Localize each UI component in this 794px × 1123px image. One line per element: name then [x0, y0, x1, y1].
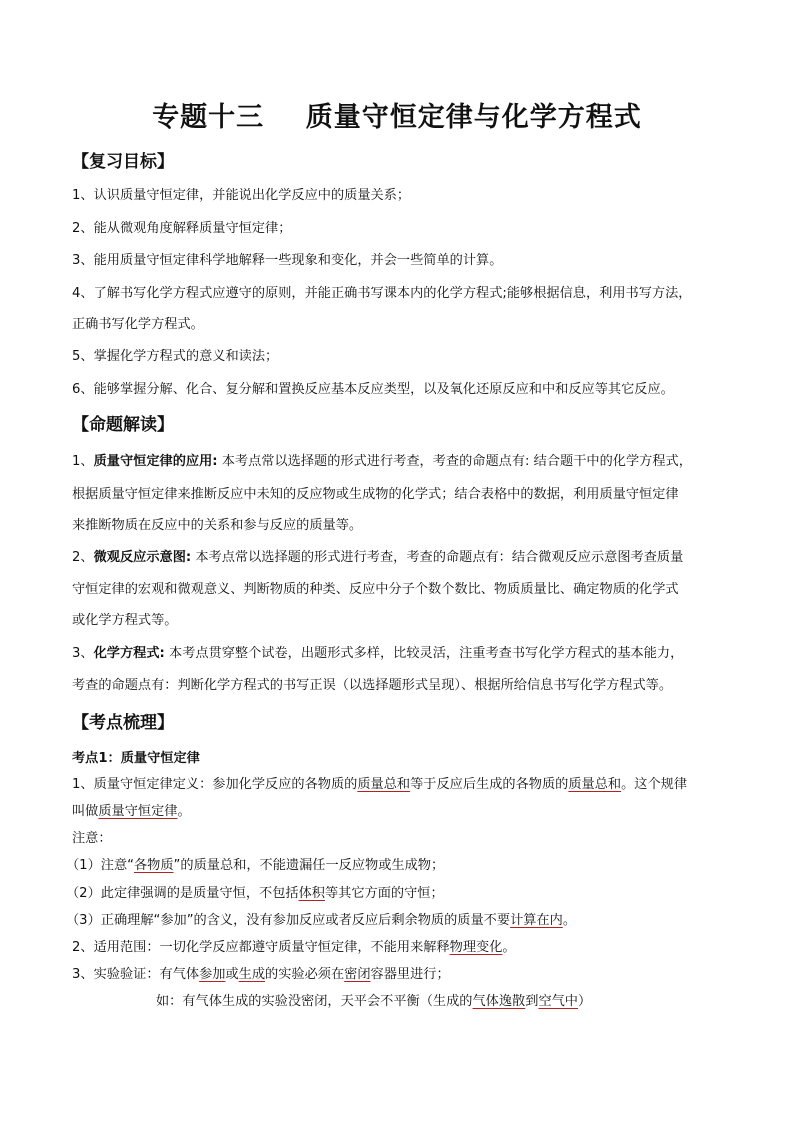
bold-term: 质量守恒定律的应用:: [93, 454, 218, 469]
analysis-paragraph-2-line2: 守恒定律的宏观和微观意义、判断物质的种类、反应中分子个数个数比、物质质量比、确定物质的化学式: [72, 582, 679, 597]
example-text: ）: [578, 994, 592, 1009]
definition-text: 叫做: [72, 804, 99, 819]
definition-line: [72, 775, 687, 795]
paragraph-text: 本考点常以选择题的形式进行考查，考查的命题点有：结合微观反应示意图考查质量: [191, 550, 684, 565]
analysis-paragraph-1: [72, 452, 692, 472]
goal-item: 1、认识质量守恒定律，并能说出化学反应中的质量关系；: [72, 188, 411, 203]
item-number: 2、: [72, 550, 94, 565]
verification-text: 3、实验验证：有气体: [72, 967, 200, 982]
page-title: 专题十三 质量守恒定律与化学方程式: [152, 102, 642, 133]
underlined-term: 质量守恒定律: [98, 804, 178, 819]
underlined-term: 质量总和: [568, 777, 622, 792]
definition-text: 1、质量守恒定律定义：参加化学反应的各物质的: [72, 777, 358, 792]
example-line: [156, 992, 591, 1012]
analysis-paragraph-3-line2: 考查的命题点有：判断化学方程式的书写正误（以选择题形式呈现）、根据所给信息书写化学方程式等。: [72, 678, 673, 693]
underlined-term: 物理变化: [449, 940, 503, 955]
bold-term: 微观反应示意图:: [93, 550, 192, 565]
note-text: 。: [562, 913, 576, 928]
definition-text: 。这个规律: [621, 777, 688, 792]
item-number: 3、: [72, 646, 94, 661]
goal-item: 4、了解书写化学方程式应遵守的原则，并能正确书写课本内的化学方程式;能够根据信息，利用书写方法，: [72, 286, 692, 301]
underlined-term: 参加: [199, 967, 226, 982]
goal-item: 6、能够掌握分解、化合、复分解和置换反应基本反应类型，以及氧化还原反应和中和反应等其它反应。: [72, 382, 674, 397]
underlined-term: 空气中: [538, 994, 578, 1009]
example-text: 到: [525, 994, 539, 1009]
note-text: （3）正确理解“参加”的含义，没有参加反应或者反应后剩余物质的质量不要: [66, 913, 511, 928]
note-label: 注意：: [72, 831, 112, 846]
verification-text: 容器里进行；: [370, 967, 450, 982]
section-heading-review-goals: 【复习目标】: [72, 152, 174, 172]
note-text: （2）此定律强调的是质量守恒，不包括: [66, 886, 299, 901]
goal-item: 5、掌握化学方程式的意义和读法；: [72, 349, 279, 364]
definition-line2: [72, 802, 191, 822]
underlined-term: 质量总和: [357, 777, 411, 792]
analysis-paragraph-2: [72, 548, 683, 568]
goal-item: 2、能从微观角度解释质量守恒定律；: [72, 221, 292, 236]
note-item-3: [66, 911, 576, 931]
point-1-title: 考点1：质量守恒定律: [72, 751, 200, 766]
scope-line: [72, 938, 516, 958]
note-text: 等其它方面的守恒；: [324, 886, 444, 901]
section-heading-question-analysis: 【命题解读】: [72, 415, 174, 435]
note-text: （1）注意“: [66, 858, 134, 873]
underlined-term: 生成: [238, 967, 266, 982]
underlined-term: 各物质: [133, 858, 174, 873]
paragraph-text: 本考点贯穿整个试卷，出题形式多样，比较灵活，注重考查书写化学方程式的基本能力，: [164, 646, 684, 661]
paragraph-text: 本考点常以选择题的形式进行考查，考查的命题点有: 结合题干中的化学方程式，: [217, 454, 692, 469]
goal-item: 3、能用质量守恒定律科学地解释一些现象和变化，并会一些简单的计算。: [72, 253, 503, 268]
underlined-term: 体积: [298, 886, 325, 901]
analysis-paragraph-3: [72, 644, 683, 664]
item-number: 1、: [72, 454, 94, 469]
analysis-paragraph-1-line2: 根据质量守恒定律来推断反应中未知的反应物或生成物的化学式；结合表格中的数据，利用质量守恒定律: [72, 487, 679, 502]
analysis-paragraph-2-line3: 或化学方程式等。: [72, 613, 178, 628]
section-heading-key-points: 【考点梳理】: [72, 713, 174, 733]
underlined-term: 密闭: [344, 967, 371, 982]
note-item-1: [66, 856, 444, 876]
example-text: 如：有气体生成的实验没密闭，天平会不平衡（生成的: [156, 994, 473, 1009]
scope-text: 2、适用范围：一切化学反应都遵守质量守恒定律，不能用来解释: [72, 940, 450, 955]
analysis-paragraph-1-line3: 来推断物质在反应中的关系和参与反应的质量等。: [72, 518, 363, 533]
note-text: ”的质量总和，不能遗漏任一反应物或生成物；: [173, 858, 445, 873]
underlined-term: 计算在内: [510, 913, 563, 928]
definition-text: 。: [177, 804, 191, 819]
verification-text: 的实验必须在: [265, 967, 345, 982]
note-item-2: [66, 884, 444, 904]
verification-text: 或: [225, 967, 239, 982]
scope-text: 。: [502, 940, 516, 955]
bold-term: 化学方程式:: [93, 646, 165, 661]
verification-line: [72, 965, 450, 985]
definition-text: 等于反应后生成的各物质的: [410, 777, 569, 792]
goal-item: 正确书写化学方程式。: [72, 317, 204, 332]
underlined-term: 气体逸散: [472, 994, 526, 1009]
